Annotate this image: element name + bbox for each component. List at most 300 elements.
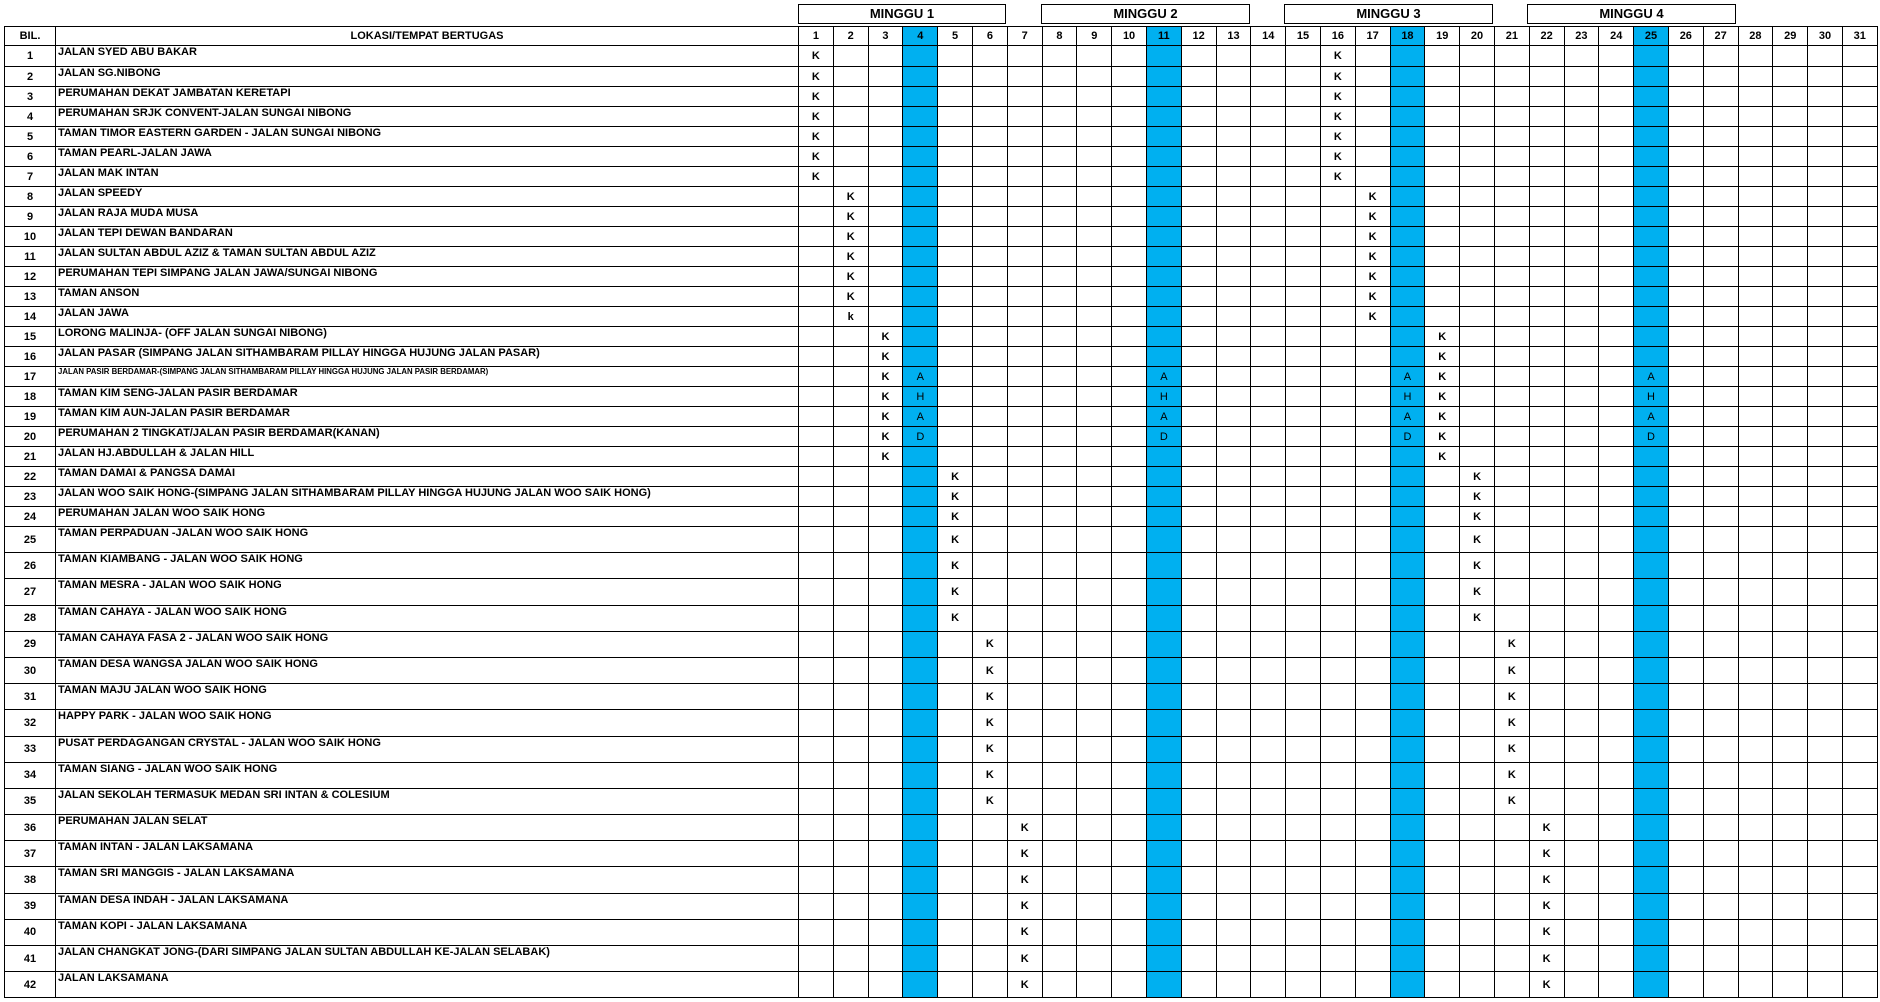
table-row [5,427,1878,447]
day-cell-19 [1425,867,1460,893]
day-cell-27 [1703,487,1738,507]
location-cell: TAMAN ANSON [56,287,799,307]
day-cell-16 [1320,893,1355,919]
day-cell-25 [1634,507,1669,527]
day-cell-4 [903,467,938,487]
day-cell-13 [1216,788,1251,814]
day-cell-5 [938,710,973,736]
day-cell-2 [833,387,868,407]
day-cell-31 [1842,710,1877,736]
day-cell-9 [1077,167,1112,187]
day-cell-15 [1286,46,1321,67]
day-cell-8 [1042,227,1077,247]
day-cell-21 [1494,387,1529,407]
day-cell-12 [1181,67,1216,87]
row-number: 2 [5,67,56,87]
day-cell-7 [1007,762,1042,788]
day-cell-8 [1042,919,1077,945]
day-cell-1 [799,367,834,387]
day-cell-25 [1634,527,1669,553]
day-cell-29 [1773,427,1808,447]
day-cell-6: K [972,684,1007,710]
day-cell-28 [1738,579,1773,605]
day-cell-13 [1216,487,1251,507]
day-cell-30 [1808,247,1843,267]
day-cell-24 [1599,367,1634,387]
day-cell-11: H [1146,387,1181,407]
day-cell-4 [903,946,938,972]
day-header-16: 16 [1320,27,1355,46]
day-cell-23 [1564,227,1599,247]
day-cell-10 [1112,553,1147,579]
day-cell-13 [1216,736,1251,762]
day-cell-3 [868,579,903,605]
day-cell-5 [938,347,973,367]
day-cell-28 [1738,467,1773,487]
day-cell-2 [833,527,868,553]
day-cell-6: K [972,631,1007,657]
day-cell-10 [1112,487,1147,507]
day-cell-25 [1634,631,1669,657]
table-row [5,187,1878,207]
day-cell-20 [1460,207,1495,227]
day-cell-2 [833,407,868,427]
day-cell-7 [1007,467,1042,487]
day-cell-31 [1842,407,1877,427]
day-cell-20 [1460,972,1495,998]
day-cell-14 [1251,972,1286,998]
day-cell-22 [1529,87,1564,107]
table-row [5,407,1878,427]
day-header-6: 6 [972,27,1007,46]
day-cell-29 [1773,487,1808,507]
table-row [5,46,1878,67]
day-cell-13 [1216,167,1251,187]
day-cell-19 [1425,605,1460,631]
day-cell-1: K [799,167,834,187]
day-cell-25: D [1634,427,1669,447]
day-cell-11 [1146,127,1181,147]
day-cell-9 [1077,657,1112,683]
day-cell-21 [1494,307,1529,327]
day-cell-20 [1460,187,1495,207]
day-cell-7 [1007,347,1042,367]
day-cell-25 [1634,736,1669,762]
table-row [5,107,1878,127]
day-cell-31 [1842,631,1877,657]
day-cell-31 [1842,946,1877,972]
day-cell-19 [1425,579,1460,605]
day-cell-24 [1599,946,1634,972]
day-cell-26 [1668,867,1703,893]
day-cell-11: A [1146,407,1181,427]
location-cell: PUSAT PERDAGANGAN CRYSTAL - JALAN WOO SAIK HONG [56,736,799,762]
day-cell-18 [1390,893,1425,919]
day-cell-31 [1842,267,1877,287]
day-cell-1 [799,710,834,736]
day-cell-30 [1808,187,1843,207]
day-cell-15 [1286,447,1321,467]
day-cell-31 [1842,579,1877,605]
day-cell-14 [1251,287,1286,307]
day-cell-23 [1564,788,1599,814]
day-cell-5 [938,187,973,207]
day-cell-20 [1460,367,1495,387]
day-cell-5 [938,127,973,147]
day-cell-17 [1355,631,1390,657]
day-cell-31 [1842,247,1877,267]
day-cell-11 [1146,67,1181,87]
day-header-4: 4 [903,27,938,46]
day-cell-28 [1738,67,1773,87]
day-cell-4 [903,507,938,527]
day-cell-30 [1808,207,1843,227]
day-cell-1 [799,841,834,867]
day-cell-2 [833,762,868,788]
day-cell-11 [1146,919,1181,945]
day-cell-8 [1042,67,1077,87]
day-header-25: 25 [1634,27,1669,46]
day-cell-1: K [799,107,834,127]
table-row [5,527,1878,553]
day-cell-12 [1181,267,1216,287]
location-header: LOKASI/TEMPAT BERTUGAS [56,27,799,46]
day-cell-15 [1286,815,1321,841]
day-cell-31 [1842,867,1877,893]
day-cell-8 [1042,147,1077,167]
day-cell-6 [972,347,1007,367]
day-cell-21 [1494,447,1529,467]
day-cell-4 [903,187,938,207]
day-cell-13 [1216,946,1251,972]
day-cell-31 [1842,287,1877,307]
day-cell-28 [1738,841,1773,867]
location-cell: JALAN PASAR (SIMPANG JALAN SITHAMBARAM PILLAY HINGGA HUJUNG JALAN PASAR) [56,347,799,367]
table-row [5,147,1878,167]
location-cell: JALAN CHANGKAT JONG-(DARI SIMPANG JALAN SULTAN ABDULLAH KE-JALAN SELABAK) [56,946,799,972]
location-cell: TAMAN PEARL-JALAN JAWA [56,147,799,167]
day-cell-28 [1738,387,1773,407]
day-cell-19: K [1425,367,1460,387]
day-cell-1 [799,684,834,710]
table-row [5,247,1878,267]
day-cell-4 [903,972,938,998]
day-cell-25 [1634,187,1669,207]
day-cell-20 [1460,267,1495,287]
day-cell-6 [972,287,1007,307]
day-cell-21 [1494,919,1529,945]
day-cell-1 [799,287,834,307]
day-cell-11 [1146,87,1181,107]
day-cell-24 [1599,919,1634,945]
day-cell-23 [1564,762,1599,788]
day-header-5: 5 [938,27,973,46]
day-cell-16: K [1320,147,1355,167]
day-cell-19 [1425,553,1460,579]
day-cell-21: K [1494,631,1529,657]
day-cell-27 [1703,631,1738,657]
day-cell-4 [903,919,938,945]
day-cell-7 [1007,367,1042,387]
day-cell-19 [1425,247,1460,267]
day-cell-13 [1216,507,1251,527]
day-cell-19 [1425,227,1460,247]
day-cell-1 [799,487,834,507]
day-cell-29 [1773,527,1808,553]
day-cell-19 [1425,972,1460,998]
row-number: 24 [5,507,56,527]
day-cell-5: K [938,487,973,507]
day-cell-17 [1355,387,1390,407]
day-cell-20 [1460,631,1495,657]
day-cell-17 [1355,867,1390,893]
day-cell-5 [938,307,973,327]
day-cell-10 [1112,919,1147,945]
day-cell-5 [938,287,973,307]
day-cell-3 [868,107,903,127]
day-cell-26 [1668,207,1703,227]
day-header-26: 26 [1668,27,1703,46]
day-cell-11 [1146,972,1181,998]
day-cell-29 [1773,841,1808,867]
day-cell-21 [1494,267,1529,287]
day-cell-21 [1494,187,1529,207]
day-cell-9 [1077,347,1112,367]
day-cell-6 [972,553,1007,579]
day-cell-19 [1425,307,1460,327]
location-cell: JALAN SULTAN ABDUL AZIZ & TAMAN SULTAN ABDUL AZIZ [56,247,799,267]
day-cell-27 [1703,919,1738,945]
day-cell-11 [1146,167,1181,187]
day-cell-13 [1216,919,1251,945]
day-cell-27 [1703,127,1738,147]
day-cell-5: K [938,507,973,527]
day-cell-8 [1042,247,1077,267]
day-cell-29 [1773,657,1808,683]
day-cell-19 [1425,946,1460,972]
day-cell-12 [1181,893,1216,919]
day-cell-22 [1529,467,1564,487]
day-cell-13 [1216,867,1251,893]
day-cell-2 [833,46,868,67]
day-cell-8 [1042,207,1077,227]
day-cell-19 [1425,46,1460,67]
day-cell-29 [1773,736,1808,762]
day-cell-12 [1181,367,1216,387]
day-cell-10 [1112,287,1147,307]
day-cell-2 [833,815,868,841]
day-cell-26 [1668,46,1703,67]
day-cell-5 [938,893,973,919]
day-cell-18 [1390,815,1425,841]
day-cell-27 [1703,815,1738,841]
day-cell-7 [1007,267,1042,287]
day-cell-28 [1738,867,1773,893]
day-cell-25 [1634,710,1669,736]
day-cell-29 [1773,553,1808,579]
day-cell-21 [1494,946,1529,972]
day-cell-18 [1390,631,1425,657]
day-cell-23 [1564,579,1599,605]
day-cell-25 [1634,657,1669,683]
day-cell-19 [1425,127,1460,147]
day-cell-22: K [1529,946,1564,972]
day-cell-17: K [1355,247,1390,267]
day-cell-10 [1112,467,1147,487]
day-cell-23 [1564,267,1599,287]
day-cell-6 [972,487,1007,507]
day-cell-1 [799,267,834,287]
day-cell-4 [903,327,938,347]
day-cell-27 [1703,267,1738,287]
day-cell-23 [1564,347,1599,367]
day-cell-8 [1042,46,1077,67]
day-cell-7 [1007,327,1042,347]
day-cell-9 [1077,507,1112,527]
day-cell-13 [1216,147,1251,167]
day-cell-24 [1599,579,1634,605]
day-cell-18 [1390,788,1425,814]
day-cell-13 [1216,527,1251,553]
day-cell-24 [1599,657,1634,683]
day-cell-4 [903,227,938,247]
day-cell-5 [938,447,973,467]
day-cell-27 [1703,447,1738,467]
day-cell-27 [1703,579,1738,605]
day-cell-12 [1181,631,1216,657]
day-cell-7 [1007,387,1042,407]
day-cell-12 [1181,605,1216,631]
day-header-17: 17 [1355,27,1390,46]
day-cell-15 [1286,841,1321,867]
day-cell-11 [1146,447,1181,467]
day-cell-17 [1355,788,1390,814]
day-cell-2: K [833,287,868,307]
day-cell-29 [1773,287,1808,307]
day-cell-2 [833,87,868,107]
day-cell-23 [1564,893,1599,919]
row-number: 40 [5,919,56,945]
day-cell-3: K [868,427,903,447]
day-cell-15 [1286,427,1321,447]
day-cell-6: K [972,762,1007,788]
row-number: 6 [5,147,56,167]
day-cell-18 [1390,307,1425,327]
day-cell-29 [1773,407,1808,427]
day-cell-13 [1216,710,1251,736]
day-cell-5: K [938,605,973,631]
day-cell-16 [1320,327,1355,347]
day-cell-9 [1077,427,1112,447]
day-header-31: 31 [1842,27,1877,46]
day-cell-4 [903,631,938,657]
header-row [5,27,1878,46]
day-cell-15 [1286,127,1321,147]
day-cell-2: K [833,227,868,247]
day-cell-24 [1599,867,1634,893]
day-cell-3: K [868,447,903,467]
day-cell-21 [1494,553,1529,579]
day-cell-11 [1146,267,1181,287]
day-cell-11 [1146,307,1181,327]
day-cell-7 [1007,579,1042,605]
day-cell-2: K [833,207,868,227]
day-cell-5: K [938,553,973,579]
day-cell-23 [1564,147,1599,167]
day-cell-30 [1808,710,1843,736]
day-cell-18 [1390,247,1425,267]
day-cell-10 [1112,227,1147,247]
day-cell-18 [1390,487,1425,507]
day-cell-26 [1668,605,1703,631]
day-cell-15 [1286,147,1321,167]
day-cell-25 [1634,841,1669,867]
day-cell-2 [833,67,868,87]
day-cell-17 [1355,710,1390,736]
day-cell-8 [1042,267,1077,287]
day-cell-18 [1390,187,1425,207]
day-cell-7: K [1007,946,1042,972]
day-cell-16: K [1320,107,1355,127]
day-cell-1: K [799,67,834,87]
day-cell-18 [1390,919,1425,945]
day-cell-14 [1251,762,1286,788]
day-header-13: 13 [1216,27,1251,46]
day-cell-31 [1842,347,1877,367]
day-cell-28 [1738,631,1773,657]
day-cell-2 [833,684,868,710]
day-cell-24 [1599,631,1634,657]
day-cell-28 [1738,127,1773,147]
day-cell-23 [1564,46,1599,67]
location-cell: JALAN PASIR BERDAMAR-(SIMPANG JALAN SITHAMBARAM PILLAY HINGGA HUJUNG JALAN PASIR BERDAMAR) [56,367,799,387]
day-cell-7 [1007,487,1042,507]
day-cell-23 [1564,87,1599,107]
day-cell-28 [1738,815,1773,841]
day-cell-16 [1320,527,1355,553]
day-cell-6 [972,307,1007,327]
location-cell: TAMAN CAHAYA FASA 2 - JALAN WOO SAIK HONG [56,631,799,657]
day-cell-9 [1077,147,1112,167]
day-cell-20 [1460,762,1495,788]
day-cell-14 [1251,507,1286,527]
day-cell-5 [938,684,973,710]
day-cell-24 [1599,287,1634,307]
day-cell-16: K [1320,127,1355,147]
day-cell-30 [1808,579,1843,605]
day-cell-9 [1077,736,1112,762]
day-cell-17 [1355,657,1390,683]
day-cell-16 [1320,946,1355,972]
day-cell-13 [1216,46,1251,67]
day-cell-2 [833,972,868,998]
day-cell-22 [1529,507,1564,527]
day-cell-4 [903,287,938,307]
day-cell-27 [1703,605,1738,631]
day-cell-26 [1668,788,1703,814]
day-cell-7 [1007,147,1042,167]
day-cell-17: K [1355,187,1390,207]
row-number: 34 [5,762,56,788]
day-cell-5 [938,46,973,67]
day-cell-22 [1529,684,1564,710]
day-cell-7 [1007,507,1042,527]
day-cell-25 [1634,788,1669,814]
day-cell-8 [1042,487,1077,507]
day-cell-15 [1286,287,1321,307]
day-cell-18 [1390,467,1425,487]
day-cell-7 [1007,447,1042,467]
